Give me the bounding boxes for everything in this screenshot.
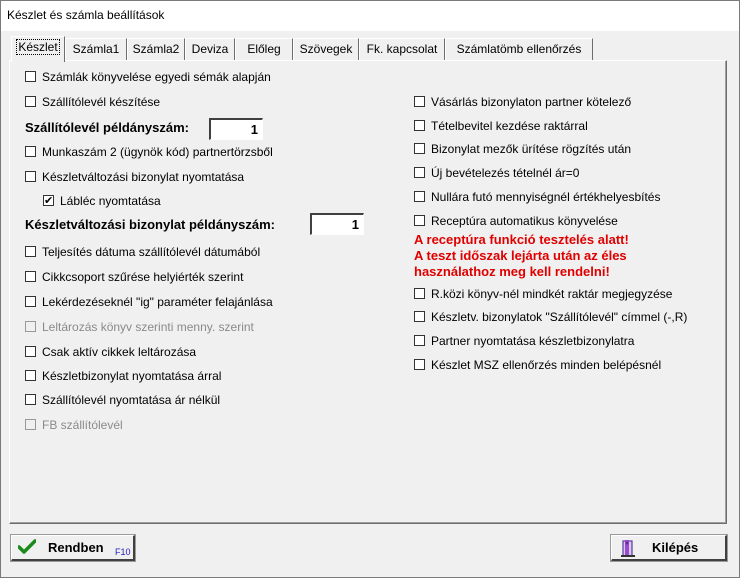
- checkbox-label: Új bevételezés tételnél ár=0: [431, 166, 580, 180]
- keszletvaltozasi-peldanyszam-label: Készletváltozási bizonylat példányszám:: [25, 217, 275, 232]
- checkbox-label: Tételbevitel kezdése raktárral: [431, 119, 588, 133]
- checkbox-box[interactable]: [25, 296, 36, 307]
- checkbox-label: Receptúra automatikus könyvelése: [431, 214, 618, 228]
- checkbox-label: Készletváltozási bizonylat nyomtatása: [42, 170, 245, 184]
- checkbox-box[interactable]: [414, 288, 425, 299]
- checkbox-label: Munkaszám 2 (ügynök kód) partnertörzsből: [42, 145, 273, 159]
- checkbox-box[interactable]: [414, 359, 425, 370]
- keszletvaltozasi-peldanyszam-input[interactable]: 1: [310, 213, 364, 235]
- tab-label: Előleg: [247, 42, 281, 56]
- checkbox-label: Partner nyomtatása készletbizonylatra: [431, 334, 635, 348]
- tab-szamla2[interactable]: [127, 38, 185, 60]
- checkbox-box[interactable]: [25, 171, 36, 182]
- tab-label: Számlatömb ellenőrzés: [456, 42, 582, 56]
- checkbox-box[interactable]: [414, 120, 425, 131]
- checkbox-label: Készletv. bizonylatok "Szállítólevél" címmel (-,R): [431, 310, 688, 324]
- checkbox-box[interactable]: [25, 346, 36, 357]
- checkbox-label: Cikkcsoport szűrése helyiérték szerint: [42, 270, 244, 284]
- tab-label: Számla1: [72, 42, 120, 56]
- checkbox-box[interactable]: [25, 370, 36, 381]
- checkbox-label: Lekérdezéseknél "ig" paraméter felajánlása: [42, 295, 273, 309]
- receptura-warning-line3: használathoz meg kell rendelni!: [414, 264, 610, 279]
- window-title: Készlet és számla beállítások: [7, 8, 165, 22]
- door-exit-icon: [620, 538, 638, 561]
- checkbox-box-checked[interactable]: [43, 195, 54, 206]
- exit-button[interactable]: [611, 535, 727, 561]
- tab-szamla1[interactable]: [65, 38, 127, 60]
- checkbox-box[interactable]: [25, 394, 36, 405]
- checkmark-icon: [18, 539, 36, 558]
- checkbox-label: FB szállítólevél: [42, 418, 123, 432]
- tab-szovegek[interactable]: [293, 38, 359, 60]
- checkbox-box[interactable]: [414, 143, 425, 154]
- tab-label: Szövegek: [299, 42, 353, 56]
- save-button-label: Rendben: [48, 540, 104, 555]
- tab-label: Fk. kapcsolat: [366, 42, 438, 56]
- tab-keszlet[interactable]: [11, 36, 65, 62]
- checkbox-label: Szállítólevél készítése: [42, 95, 161, 109]
- checkbox-label: Csak aktív cikkek leltározása: [42, 345, 197, 359]
- receptura-warning-line2: A teszt időszak lejárta után az éles: [414, 248, 627, 263]
- tab-szamlatomb-ellenorzes[interactable]: [445, 38, 593, 60]
- tab-eloleg[interactable]: [235, 38, 293, 60]
- checkbox-box[interactable]: [414, 311, 425, 322]
- checkbox-box[interactable]: [25, 146, 36, 157]
- checkbox-label: Teljesítés dátuma szállítólevél dátumából: [42, 245, 261, 259]
- save-shortcut-key: F10: [115, 547, 131, 557]
- checkbox-box[interactable]: [414, 191, 425, 202]
- checkbox-label: Lábléc nyomtatása: [60, 194, 161, 208]
- checkbox-label: R.közi könyv-nél mindkét raktár megjegyzése: [431, 287, 673, 301]
- tab-label: Számla2: [132, 42, 180, 56]
- checkbox-box[interactable]: [414, 96, 425, 107]
- checkbox-box[interactable]: [25, 246, 36, 257]
- checkbox-box[interactable]: [414, 215, 425, 226]
- szallitolevel-peldanyszam-label: Szállítólevél példányszám:: [25, 120, 190, 135]
- checkbox-box[interactable]: [25, 271, 36, 282]
- tab-label: Készlet: [18, 40, 58, 54]
- checkbox-label: Készlet MSZ ellenőrzés minden belépésnél: [431, 358, 662, 372]
- tab-deviza[interactable]: [185, 38, 235, 60]
- checkbox-box[interactable]: [414, 335, 425, 346]
- szallitolevel-peldanyszam-input[interactable]: 1: [209, 118, 263, 140]
- checkbox-label: Leltározás könyv szerinti menny. szerint: [42, 320, 254, 334]
- checkbox-label: Számlák könyvelése egyedi sémák alapján: [42, 70, 271, 84]
- checkbox-box-disabled: [25, 419, 36, 430]
- checkbox-box-disabled: [25, 321, 36, 332]
- receptura-warning-line1: A receptúra funkció tesztelés alatt!: [414, 232, 629, 247]
- checkbox-label: Szállítólevél nyomtatása ár nélkül: [42, 393, 221, 407]
- title-bar: [1, 1, 739, 31]
- checkbox-box[interactable]: [25, 96, 36, 107]
- checkbox-label: Bizonylat mezők ürítése rögzítés után: [431, 142, 632, 156]
- checkbox-label: Nullára futó mennyiségnél értékhelyesbítés: [431, 190, 661, 204]
- tab-label: Deviza: [191, 42, 229, 56]
- checkbox-box[interactable]: [25, 71, 36, 82]
- checkbox-label: Vásárlás bizonylaton partner kötelező: [431, 95, 632, 109]
- checkbox-label: Készletbizonylat nyomtatása árral: [42, 369, 222, 383]
- exit-button-label: Kilépés: [652, 540, 699, 555]
- checkbox-box[interactable]: [414, 167, 425, 178]
- save-button[interactable]: [11, 535, 135, 561]
- tab-fk-kapcsolat[interactable]: [359, 38, 445, 60]
